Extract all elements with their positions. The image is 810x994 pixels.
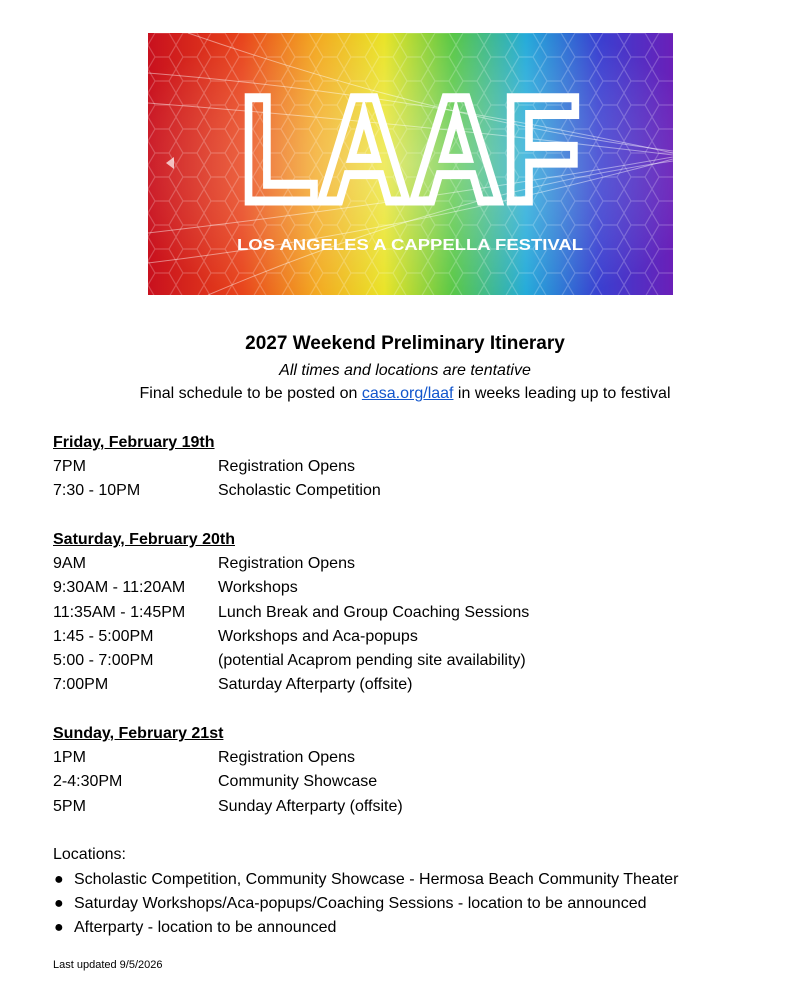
page-subtitle: All times and locations are tentative [279, 362, 531, 379]
schedule-time: 9:30AM - 11:20AM [53, 579, 186, 597]
schedule-row [53, 457, 773, 481]
schedule-row [53, 481, 773, 505]
schedule-time: 7PM [53, 458, 86, 475]
schedule-event: (potential Acaprom pending site availability) [218, 652, 526, 670]
day-sunday [53, 724, 773, 821]
bullet-icon: ● [54, 871, 64, 888]
schedule-row [53, 554, 773, 578]
day-heading: Saturday, February 20th [53, 531, 235, 548]
final-note-suffix: in weeks leading up to festival [453, 385, 671, 402]
locations-heading: Locations: [53, 846, 126, 863]
schedule-row [53, 748, 773, 772]
schedule-time: 7:30 - 10PM [53, 482, 141, 500]
location-text: Saturday Workshops/Aca-popups/Coaching Sessions - location to be announced [74, 895, 647, 912]
laaf-logo-image [148, 33, 673, 295]
schedule-event: Lunch Break and Group Coaching Sessions [218, 603, 530, 621]
schedule-time: 11:35AM - 1:45PM [53, 603, 186, 621]
festival-link[interactable]: casa.org/laaf [361, 385, 454, 402]
schedule-row [53, 627, 773, 651]
schedule-event: Sunday Afterparty (offsite) [218, 797, 403, 815]
schedule-time: 5:00 - 7:00PM [53, 652, 154, 670]
schedule-row [53, 578, 773, 602]
locations-section [53, 845, 783, 942]
final-schedule-note [0, 385, 810, 403]
page-title: 2027 Weekend Preliminary Itinerary [245, 333, 565, 354]
schedule-time: 9AM [53, 555, 86, 572]
day-saturday [53, 530, 773, 700]
last-updated: Last updated 9/5/2026 [53, 959, 163, 971]
location-text: Afterparty - location to be announced [74, 919, 337, 936]
schedule-row [53, 675, 773, 699]
location-item [53, 894, 783, 918]
location-item [53, 870, 783, 894]
location-text: Scholastic Competition, Community Showcase - Hermosa Beach Community Theater [74, 871, 679, 888]
day-friday [53, 433, 773, 506]
logo-tagline: LOS ANGELES A CAPPELLA FESTIVAL [237, 237, 584, 254]
schedule-event: Workshops and Aca-popups [218, 627, 418, 645]
schedule-event: Saturday Afterparty (offsite) [218, 676, 413, 694]
day-heading: Friday, February 19th [53, 434, 215, 451]
logo-lettering: LAAF [240, 65, 580, 233]
schedule-row [53, 772, 773, 796]
schedule-time: 1:45 - 5:00PM [53, 627, 154, 645]
schedule-time: 2-4:30PM [53, 773, 123, 791]
location-item [53, 918, 783, 942]
schedule-event: Registration Opens [218, 555, 355, 572]
schedule-row [53, 651, 773, 675]
schedule-time: 7:00PM [53, 676, 109, 694]
schedule-time: 5PM [53, 797, 86, 815]
schedule-event: Scholastic Competition [218, 482, 381, 500]
schedule-event: Community Showcase [218, 773, 378, 791]
schedule-row [53, 797, 773, 821]
day-heading: Sunday, February 21st [53, 725, 224, 742]
schedule-row [53, 603, 773, 627]
schedule-time: 1PM [53, 749, 86, 766]
bullet-icon: ● [54, 895, 64, 912]
schedule-event: Workshops [218, 579, 298, 597]
final-note-prefix: Final schedule to be posted on [139, 385, 362, 402]
schedule-event: Registration Opens [218, 749, 355, 766]
bullet-icon: ● [54, 919, 64, 936]
festival-banner [148, 33, 673, 295]
schedule-event: Registration Opens [218, 458, 355, 475]
